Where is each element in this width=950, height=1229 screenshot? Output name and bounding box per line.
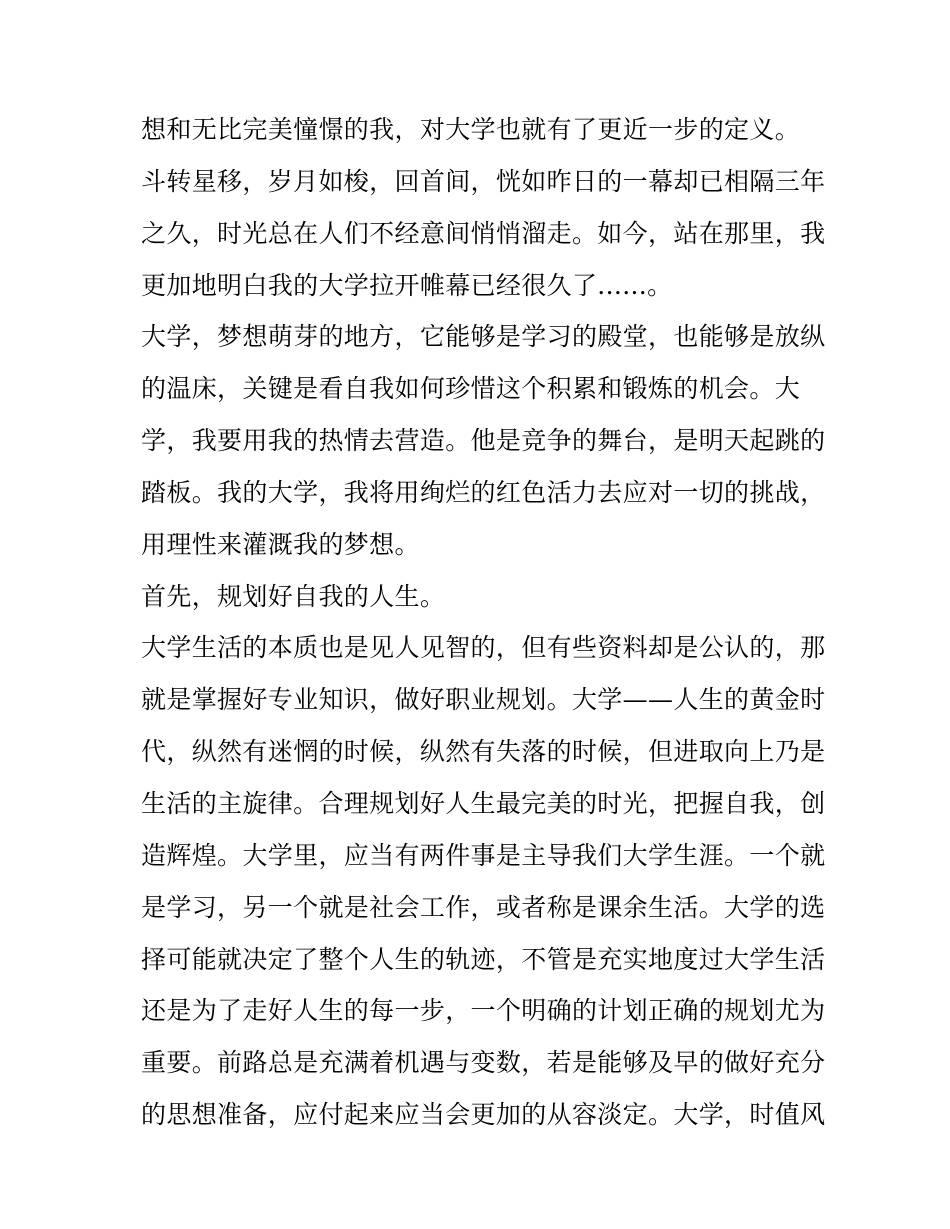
text-line: 用理性来灌溉我的梦想。	[141, 530, 420, 559]
text-line: 更加地明白我的大学拉开帷幕已经很久了......。	[141, 271, 673, 300]
text-line: 重要。前路总是充满着机遇与变数，若是能够及早的做好充分	[141, 1048, 826, 1077]
section-heading-line: 首先，规划好自我的人生。	[141, 582, 446, 611]
text-line: 大学，梦想萌芽的地方，它能够是学习的殿堂，也能够是放纵	[141, 322, 826, 351]
text-line: 之久，时光总在人们不经意间悄悄溜走。如今，站在那里，我	[141, 219, 826, 248]
text-line: 生活的主旋律。合理规划好人生最完美的时光，把握自我，创	[141, 789, 826, 818]
text-line: 想和无比完美憧憬的我，对大学也就有了更近一步的定义。	[141, 115, 801, 144]
text-line: 择可能就决定了整个人生的轨迹，不管是充实地度过大学生活	[141, 945, 826, 974]
text-line: 大学生活的本质也是见人见智的，但有些资料却是公认的，那	[141, 633, 826, 662]
text-line: 代，纵然有迷惘的时候，纵然有失落的时候，但进取向上乃是	[141, 737, 826, 766]
text-line: 踏板。我的大学，我将用绚烂的红色活力去应对一切的挑战，	[141, 478, 826, 507]
text-line: 的温床，关键是看自我如何珍惜这个积累和锻炼的机会。大	[141, 374, 801, 403]
text-line: 的思想准备，应付起来应当会更加的从容淡定。大学，时值风	[141, 1100, 826, 1129]
text-line: 斗转星移，岁月如梭，回首间，恍如昨日的一幕却已相隔三年	[141, 167, 826, 196]
text-line: 学，我要用我的热情去营造。他是竞争的舞台，是明天起跳的	[141, 426, 826, 455]
text-line: 是学习，另一个就是社会工作，或者称是课余生活。大学的选	[141, 893, 826, 922]
text-line: 就是掌握好专业知识，做好职业规划。大学——人生的黄金时	[141, 685, 826, 714]
text-line: 造辉煌。大学里，应当有两件事是主导我们大学生涯。一个就	[141, 841, 826, 870]
text-line: 还是为了走好人生的每一步，一个明确的计划正确的规划尤为	[141, 996, 826, 1025]
